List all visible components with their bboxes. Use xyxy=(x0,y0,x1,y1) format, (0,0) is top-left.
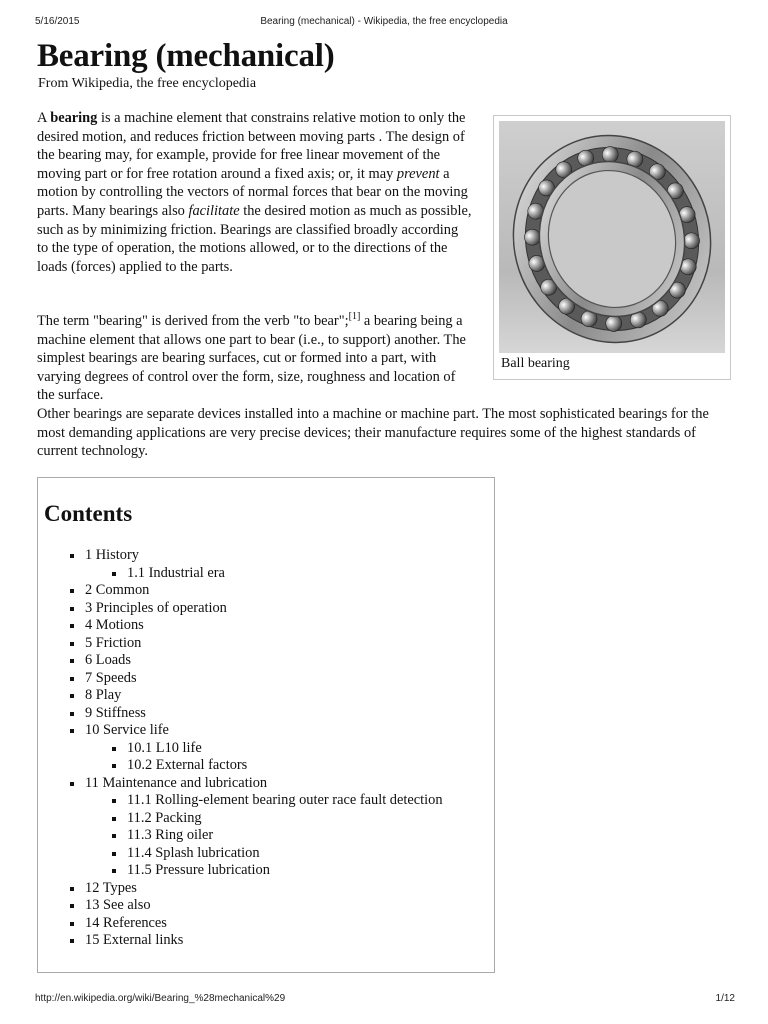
toc-item[interactable]: 11.2 Packing xyxy=(38,810,443,828)
toc-item[interactable]: 1.1 Industrial era xyxy=(38,565,443,583)
infobox-figure xyxy=(493,115,731,380)
reference-link[interactable]: [1] xyxy=(348,311,361,323)
prevent-term: prevent xyxy=(396,165,440,182)
toc-item[interactable]: 14 References xyxy=(38,915,443,933)
intro-paragraph-1: A bearing is a machine element that constrains relative motion to only the desired motion, and reduces friction between moving parts . The design of the bearing may, for example, provide for free linear movement of the moving part or for free rotation around a fixed axis; or, it may prevent a motion by controlling the vectors of normal forces that bear on the moving parts. Many bearings also facilitate the desired motion as much as possible, such as by minimizing friction. Bearings are classified broadly according to the type of operation, the motions allowed, or to the directions of the loads (forces) applied to the parts. xyxy=(37,110,472,275)
toc-item[interactable]: 10.2 External factors xyxy=(38,757,443,775)
toc-item[interactable]: 11.3 Ring oiler xyxy=(38,827,443,845)
bearing-term: bearing xyxy=(50,110,98,126)
toc-title: Contents xyxy=(44,501,133,526)
toc-item[interactable]: 15 External links xyxy=(38,932,443,950)
toc-item[interactable]: 11.4 Splash lubrication xyxy=(38,845,443,863)
toc-item[interactable]: 10.1 L10 life xyxy=(38,740,443,758)
toc-item[interactable]: 2 Common xyxy=(38,582,443,600)
article-title: Bearing (mechanical) xyxy=(37,38,335,74)
print-url: http://en.wikipedia.org/wiki/Bearing_%28mechanical%29 xyxy=(35,993,286,1004)
toc-item[interactable]: 10 Service life xyxy=(38,722,443,740)
toc-list xyxy=(38,547,443,950)
print-page-title: Bearing (mechanical) - Wikipedia, the free encyclopedia xyxy=(260,16,508,27)
toc-item[interactable]: 9 Stiffness xyxy=(38,705,443,723)
intro-paragraph-2: The term "bearing" is derived from the verb "to bear";[1] a bearing being a machine element that allows one part to bear (i.e., to support) another. The simplest bearings are bearing surfaces, cut or formed into a part, with varying degrees of control over the form, size, roughness and location of the surface. xyxy=(37,311,466,404)
table-of-contents xyxy=(37,477,495,973)
toc-item[interactable]: 12 Types xyxy=(38,880,443,898)
toc-item[interactable]: 4 Motions xyxy=(38,617,443,635)
intro-paragraph-3: Other bearings are separate devices installed into a machine or machine part. The most sophisticated bearings for the most demanding applications are very precise devices; their manufacture requires some of the highest standards of current technology. xyxy=(37,406,709,460)
ball-bearing-image[interactable] xyxy=(499,121,725,353)
toc-item[interactable]: 7 Speeds xyxy=(38,670,443,688)
toc-item[interactable]: 13 See also xyxy=(38,897,443,915)
page-number: 1/12 xyxy=(715,993,735,1004)
facilitate-term: facilitate xyxy=(188,202,240,219)
print-date: 5/16/2015 xyxy=(35,16,80,27)
toc-item[interactable]: 3 Principles of operation xyxy=(38,600,443,618)
figure-caption: Ball bearing xyxy=(501,356,570,371)
toc-item[interactable]: 5 Friction xyxy=(38,635,443,653)
toc-item[interactable]: 11 Maintenance and lubrication xyxy=(38,775,443,793)
toc-item[interactable]: 8 Play xyxy=(38,687,443,705)
toc-item[interactable]: 11.1 Rolling-element bearing outer race fault detection xyxy=(38,792,443,810)
toc-item[interactable]: 6 Loads xyxy=(38,652,443,670)
toc-item[interactable]: 11.5 Pressure lubrication xyxy=(38,862,443,880)
article-tagline: From Wikipedia, the free encyclopedia xyxy=(38,76,257,91)
toc-item[interactable]: 1 History xyxy=(38,547,443,565)
